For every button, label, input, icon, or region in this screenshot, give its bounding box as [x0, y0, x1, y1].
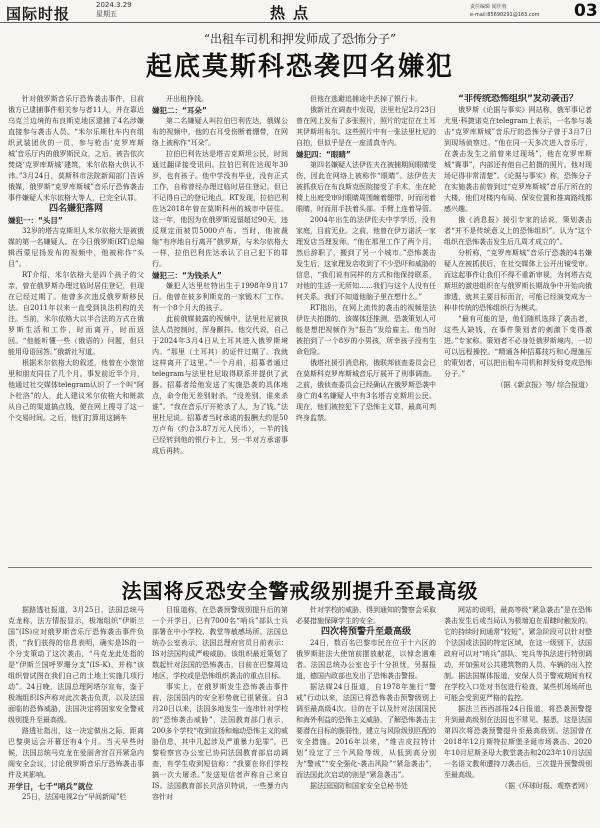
- paragraph: 据法媒24日报道，自1978年施行“警戒”行动以来，法国已将恐怖袭击预警级别上调至最高级4次。目的在于以及针对法国国民和海外利益的恐怖主义威胁，了解恐怖袭击主要潜在目标的脆弱性，建立与风险级别匹配的安全措施。2016年以来，“维吉皮拉特计划”设定了三个风险等级，从低到高分别为“警戒”“安全强化-袭击风险”“紧急袭击”，而法国此次启动的则是“紧急袭击”。: [296, 683, 436, 779]
- paragraph: 25日，法国电视2台“早间新闻”栏: [22, 793, 127, 801]
- paragraph: RT介绍，米尔依格大是四个孩子的父亲，曾在俄罗斯办理过临时居住登记，但现在已经过期了。他曾多次违反俄罗斯移民法。自2011年以来一直受到执法机构的关注。当前，米尔依格大以半合法的方式在俄罗斯生活和工作，时而离开，时而返回。“他能听懂一些（俄语的）问题，但只能用母语回答。”俄新社写道。: [8, 271, 144, 356]
- page-number: 03: [574, 1, 598, 21]
- subheading: 嫌犯二：“耳朵”: [152, 106, 207, 115]
- byline: （据《新京报》等/ 综合报道）: [496, 381, 592, 389]
- paragraph: “最有可能的是，他们随机选择了袭击者，这些人缺钱，在事件策划者的刺激下变得激进。”专家称。策划者不必身处俄罗斯境内，一切可以远程操控。“精通各种招募技巧和心理施压的策划者，可以把出租车司机和押发师变成恐怖分子。”: [444, 315, 592, 378]
- subheading: 开学日，七千“哨兵”就位: [8, 782, 93, 791]
- article1-headline: 起底莫斯科恐袭四名嫌犯: [145, 52, 454, 82]
- section-heading: 四名嫌犯落网: [48, 204, 103, 214]
- paragraph: 2004年出生的法伊佐夫中学学历，没有家庭，目前无业。之前，他曾在伊万诺沃一家理发店当理发师。“他在那里工作了两个月，然后辞职了，搬到了另一个城市。”恐怖袭击发生后，这家理发店收到了不少恐吓和威胁的信息，“我们说有同样的方式和他保持联系，对他的生活一无所知……我们与这个人没有任何关系。我们不知道他脑子里在想什么。”: [296, 216, 436, 301]
- article2-column-4: [444, 605, 592, 823]
- paragraph: 针对俄罗斯音乐厅恐怖袭击事件，目前俄方已逮捕事件相关参与者11人，并在靠近乌克兰边境的布良斯克地区逮捕了4名涉嫌直接参与袭击人员。“米尔乐斯杜车内有组织武装团伙的一员，参与枪击‘克罗库斯城’音乐厅内的俄罗斯民众，之后，被告依次焚烧‘克罗库斯城’建筑，米尔依格大供认不讳。”3月24日，莫斯科市法院新闻部门告诉俄媒，俄罗斯“克罗库斯城”音乐厅恐怖袭击事件嫌疑人米尔依格大等人，已完全认罪。: [8, 95, 144, 202]
- article1-column-1: [8, 94, 144, 562]
- editor-email: e-mail:85690291@163.com: [470, 12, 540, 18]
- article2-column-3: [296, 605, 436, 823]
- paragraph: 拉伯巴利佐达是塔吉克斯坦公民，时间通过翻译接受讯问。拉伯巴利佐达现年30岁，也有孩子。他中学没有毕业，没有正式工作，自称曾经办理过临时居住登记。但已不记得自己的登记地点。RT发现，拉伯巴利佐达2018年曾在莫斯科州的城市中居住。这一年，他因为在俄罗斯逗留超过90天，违反规定而被罚5000卢布。当时，他被裁缩“有序地自行离开”俄罗斯，与米尔依格大一样，拉伯巴利佐达承认了自己犯下的罪行。: [152, 150, 288, 268]
- subheading: 嫌犯三：“为钱杀人”: [152, 271, 222, 280]
- byline: （据《环球时报、观察者网）: [501, 782, 592, 790]
- article-divider: [8, 567, 592, 568]
- article1-column-4: [444, 94, 592, 562]
- paragraph: 路透社指出，这一决定做出之际，距离巴黎奥运会开幕还有4个月。当天早些时候，法国总统马克龙在爱丽舍宫召开紧急内阁安全会议，讨论俄罗斯音乐厅恐怖袭击事件及其影响。: [8, 727, 144, 779]
- paragraph: 24日，数百名巴黎市民在位于十六区的俄罗斯驻法大使馆前摆放献花，以悼念遇难者。法国总统办公室也于十分担忧，另据报道，德国内政部也发出了恐怖袭击警报。: [296, 639, 436, 680]
- article2-headline: 法国将反恐安全警戒级别提升至最高级: [121, 579, 479, 603]
- paragraph: 针对学校的威胁，得到通知的警察会采取必要措施保障学生的安全。: [296, 606, 436, 625]
- section-title: 热点: [270, 4, 317, 22]
- article1-column-3: [296, 94, 436, 562]
- paragraph: 但他在逃避追捕途中丢掉了银行卡。: [310, 95, 422, 103]
- paragraph: 俄罗斯《论据与事实》网站称，俄军事记者尤里·科捷诺克在telegram上表示，一名参与袭击“克罗库斯城”音乐厅的恐怖分子曾于3月7日到现场侦察过。“他在同一天多次进入音乐厅，在袭击发生之前曾来过现场”，他在克罗库斯城“赛事”，内部还有他自己拍摄的照片。他对现场记得非常清楚”。《论据与事实》称，恐怖分子在实施袭击前曾到过“克罗库斯城”音乐厅所在的大楼，他们对楼内布局、保安位置和推离路线都感兴趣。: [444, 106, 592, 213]
- paragraph: 网站的说明，最高等级“紧急袭击”是在恐怖袭击发生后或当局认为极端迫在眉睫时触发的。它的持续时间通常“较短”。紧急阶段可以针对整个法国或法国的特定区域，在这一级别下，法国政府可以对“哨兵”部队、宪兵等执法进行特别调动，并加强对公共建筑物的人员、车辆的出入控制。据法国媒体报道，安保人员于警戒期间有权在学校入口处对书包进行检查，某些机场场所也可能会受到更严格的监控。: [444, 606, 592, 702]
- paragraph: 分析称，“克罗库斯城”音乐厅恐袭的4名嫌疑人在被抓获后，在社交媒体上公开出镜受审。而这起事件让我们不得不重新审视，为何塔吉克斯坦的激进组织在与俄罗斯长期战争中开始向俄渗透，就其主要目标而言，可能已经演变成为一种非传统的恐怖组织行为模式。: [444, 249, 592, 312]
- paragraph: 据法兰西西部报24日报道，将恐袭预警提升到最高级别在法国也不常见。据悉，这是法国第四次将恐袭预警提升至最高级别。法国曾在2018年12月斯特拉斯堡圣诞市场袭击、2020年10月尼斯圣母大教堂袭击和2023年10月法国一名语文教师遭持刀袭击后，三次提升预警级别至最高级。: [444, 705, 592, 779]
- paragraph: 据法国国防和国家安全总秘书处: [310, 782, 408, 790]
- paragraph: 事实上，在俄罗斯发生恐怖袭击事件前，法国国内的安全形势就已很紧张。自3月20日以来，法国多地发生一连串针对学校的“恐怖袭击威胁”，法国教育部门表示，200多个学校“收到宣扬和煽动恐怖主义的威胁信息，其中几起涉及严重暴力犯罪”。巴黎检察官办公室已协同法国教育部启动调查，有学生收到短信称：“我要在你们学校搞一次大屠杀。”发送短信者声称自己来自IS。法国教育部长贝洛贝特说，一些暴力内容针对: [152, 683, 288, 801]
- weekday-text: 星期五: [96, 10, 117, 18]
- paragraph: 开出租挣钱。: [166, 95, 208, 103]
- article1-subtitle: “出租车司机和押发师成了恐怖分子”: [203, 32, 397, 46]
- article2-column-1: [8, 605, 144, 823]
- article1-column-2: [152, 94, 288, 562]
- article2-column-2: [152, 605, 288, 823]
- paragraph: 目报道称，在恐袭预警级别提升后的第一个开学日，已有7000名“哨兵”部队士兵部署在中小学校、教堂等敏感场所。法国总统办公室表示，法国总理府官员日前表示：IS对法国构成严峻威胁。该组织最近策划了数起针对法国的恐怖袭击，目前在巴黎周边地区，学校或是恐怖组织袭击的重点目标。: [152, 606, 288, 680]
- section-heading: “非传统恐怖组织”发动袭击？: [458, 94, 578, 104]
- paragraph: 32岁的塔吉克斯坦人米尔依格大是被俄媒的第一名嫌疑人。在今日俄罗斯(RT)总编辑西蒙尼扬发布的视频中，他被称作“头目”。: [8, 227, 144, 268]
- newspaper-logo: 国际时报: [6, 5, 71, 23]
- masthead: [0, 0, 600, 23]
- paragraph: 俄《消息报》援引专家的话说，策划袭击者“并不是传统意义上的恐怖组织”。认为“这个组织在恐怖袭击发生后几周才成立的”。: [444, 216, 592, 246]
- paragraph: 俄新社在调查中发现，法里杜尼2月23日曾在网上发布了多张照片，照片的定位在土耳其伊斯坦布尔。这些照片中有一张法里杜尼的自拍，但似乎是在一座清真寺内。: [296, 106, 436, 147]
- paragraph: 根据米尔依格大的叙述，他曾在小旅馆里和朋友同住了几个月。事发前近半个月，他通过社交媒体telegram认识了一个叫“阿卜杜洛”的人，此人建议米尔依格大和赃款从自己的渠道搞点钱，便在网上搜寻了这一个交易时间。之后，他们打算用这辆车: [8, 359, 144, 422]
- issue-date: [96, 1, 132, 19]
- paragraph: 俄塔社援引消息称，俄联邦侦查委员会已在莫斯科克罗库斯城音乐厅展开了刑事调查。之前，俄侦查委员会已经确认在俄罗斯恐袭中身亡的4名嫌疑人中有3名塔吉克斯坦公民。现在，他们被控犯下了恐怖主义罪，最高可判终身监禁。: [296, 359, 436, 422]
- paragraph: 第二名嫌疑人叫拉伯巴利佐达，俄媒公布的视频中，他的右耳受伤断着绷带，在网络上被称作“耳朵”。: [152, 117, 288, 147]
- editor-info: [470, 3, 540, 19]
- date-text: 2024.3.29: [96, 1, 132, 9]
- paragraph: 第四名嫌疑人法伊佐夫在被捕期间眼睛受伤，因此在网络上被称作“眼睛”。法伊佐夫被抓获后在布良斯克医院接受了手术，坐在轮椅上出庭受审时眼睛周围缠着绷带，时而闭着眼睛，时而用手扶着头部。手臂上连着导管。: [296, 161, 436, 213]
- subheading: 嫌犯一：“头目”: [8, 216, 63, 225]
- paragraph: RT指出，在网上流传的袭击的视频是法伊佐夫拍摄的，该媒体还推测，恐袭策划人可能是想把视频作为“报告”发给雇主。他当时被拍到了一个8岁的小男孩，所幸孩子没有生命危险。: [296, 304, 436, 356]
- section-heading: 四次将预警升至最高级: [320, 627, 411, 637]
- paragraph: 嫌犯人达里杜特出生于1998年9月17日。他曾在彼多利斯克的一家锻木厂工作。有一个8个月大的孩子。: [152, 282, 288, 312]
- paragraph: 据路透社报道，3月25日，法国总统马克龙称，法方情报显示，极端组织“伊斯兰国”(IS)应对俄罗斯音乐厅恐怖袭击事件负责，“我们获得的信息表明，确实是IS的一个分支策动了这次袭击，“马克龙此处指的是“伊斯兰国呼罗珊分支”(IS-K)，并称“该组织曾试图在我们自己的土地上实施几项行动”。24日晚，法国总理阿塔尔宣布，鉴于极端组织IS声称对此次袭击负责，以及法国面临的恐怖威胁，法国决定将国家安全警戒级别提升至最高级。: [8, 606, 144, 724]
- paragraph: 此前俄媒披露的视频中，法里杜尼被执法人员控制时，浑身颤抖。他交代说，自己于2024年3月4日从土耳其进入俄罗斯境内。“那里（土耳其）的证件过期了。我就这样离开了这里。”一个月前，招募者通过telegram与法里杜尼取得联系并提供了武器。招募者给他发送了实施恐袭的具体地点，命令他无差别射杀，“没差别，谁来杀谁”。“我在音乐厅开枪杀了人，为了钱。”法里杜尼说。招募者当时承诺的报酬大约是50万卢布（约合3.87万元人民币），一半的钱已经转到他的银行卡上，另一半对方承诺事成后再转。: [152, 315, 288, 455]
- editor-name: 责任编辑 闻佳蓉: [470, 4, 507, 10]
- subheading: 嫌犯四：“眼睛”: [296, 150, 351, 159]
